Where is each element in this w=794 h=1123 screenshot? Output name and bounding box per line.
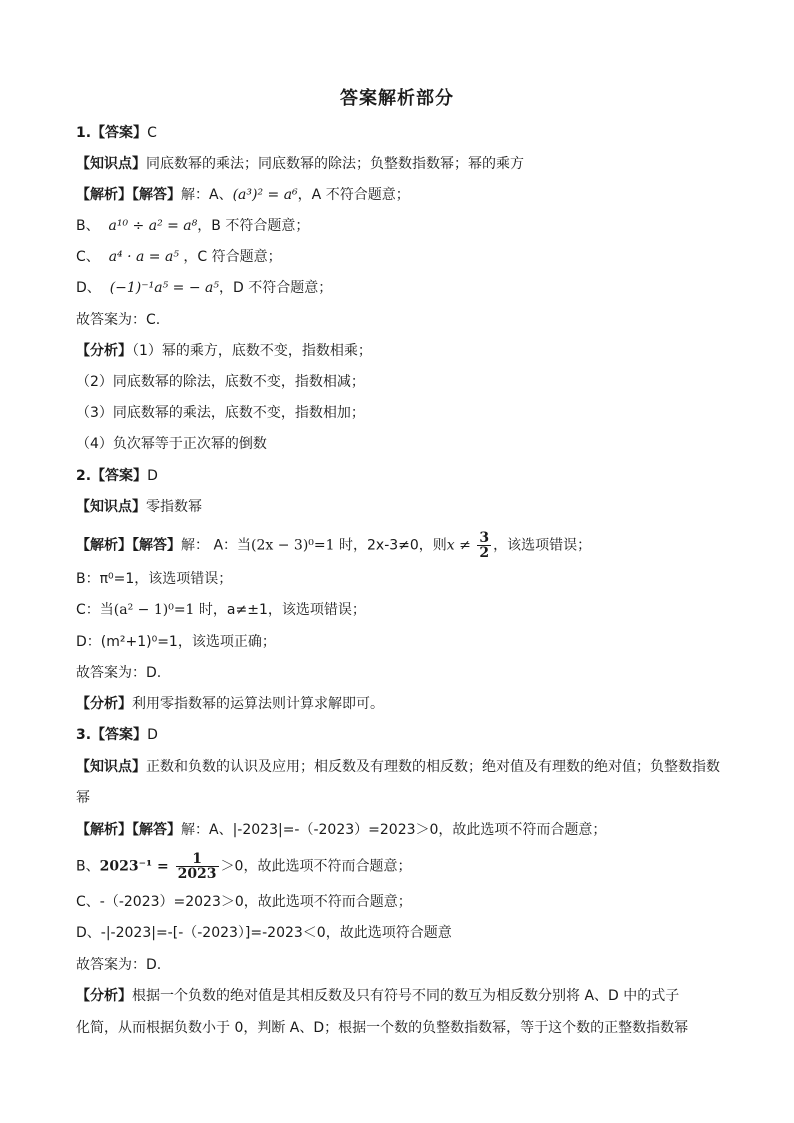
answer-tag: 【答案】: [91, 727, 148, 743]
q2-conclusion: 故答案为：D.: [76, 665, 162, 681]
q1-conclusion: 故答案为：C.: [76, 312, 161, 328]
q2-option-c: [76, 600, 726, 620]
q1-fenxi-2: （2）同底数幂的除法，底数不变，指数相减；: [76, 374, 365, 390]
text: 解：A、|-2023|=-（-2023）=2023＞0，故此选项不符而合题意；: [181, 822, 607, 838]
text: B、: [76, 218, 100, 234]
knowledge-tag: 【知识点】: [76, 759, 146, 775]
text: C：当: [76, 602, 114, 618]
knowledge-tag: 【知识点】: [76, 499, 146, 515]
text: ，C 符合题意；: [183, 249, 282, 265]
q3-number: 3.: [76, 727, 92, 743]
q3-conclusion: 故答案为：D.: [76, 957, 162, 973]
page-title: 答案解析部分: [340, 88, 454, 109]
q1-analysis-a: [76, 185, 726, 205]
text: D、: [76, 280, 101, 296]
text: ，A 不符合题意；: [297, 187, 410, 203]
fenxi-tag: 【分析】: [76, 696, 132, 712]
fraction-numerator: 3: [479, 530, 490, 546]
q3-analysis-a: [76, 820, 726, 840]
q1-option-b: [76, 216, 726, 236]
text: ，D 不符合题意；: [218, 280, 333, 296]
text: ＞0，故此选项不符而合题意；: [220, 858, 412, 875]
q2-analysis-a: [76, 531, 726, 560]
q3-fenxi-2: 化简，从而根据负数小于 0，判断 A、D；根据一个数的负整数指数幂，等于这个数的正整数指数幂: [76, 1020, 689, 1036]
q3-fenxi: [76, 986, 726, 1006]
q1-knowledge-text: 同底数幂的乘法；同底数幂的除法；负整数指数幂；幂的乘方: [146, 156, 524, 172]
q1-fenxi-1: [76, 341, 726, 361]
fenxi-tag: 【分析】: [76, 988, 132, 1004]
formula: a⁴ · a = a⁵: [108, 249, 179, 265]
answer-tag: 【答案】: [91, 468, 148, 484]
q3-answer-line: [76, 725, 726, 745]
text: 根据一个负数的绝对值是其相反数及只有符号不同的数互为相反数分别将 A、D 中的式子: [132, 988, 680, 1004]
formula: x ≠: [446, 537, 476, 554]
analysis-tag: 【解析】【解答】: [76, 187, 181, 203]
q1-option-c: [76, 247, 726, 267]
fenxi-tag: 【分析】: [76, 343, 132, 359]
formula: 2023⁻¹ =: [99, 858, 174, 875]
q1-answer-line: [76, 123, 726, 143]
q1-answer-value: C: [147, 125, 157, 141]
q2-option-b: B：π⁰=1，该选项错误；: [76, 571, 233, 587]
text: ，B 不符合题意；: [197, 218, 310, 234]
text: 利用零指数幂的运算法则计算求解即可。: [132, 696, 384, 712]
fraction: [176, 852, 219, 881]
formula: (a³)² = a⁶: [232, 187, 298, 203]
q3-option-c: C、-（-2023）=2023＞0，故此选项不符而合题意；: [76, 894, 412, 910]
text: 解： A：当: [181, 537, 252, 554]
q3-knowledge-text: 正数和负数的认识及应用；相反数及有理数的相反数；绝对值及有理数的绝对值；负整数指数: [146, 759, 720, 775]
analysis-tag: 【解析】【解答】: [76, 537, 181, 554]
q2-fenxi: [76, 694, 726, 714]
q1-knowledge-line: [76, 154, 726, 174]
q3-knowledge-line-2: 幂: [76, 790, 90, 806]
text: 时，2x-3≠0，则: [334, 537, 447, 554]
answer-tag: 【答案】: [91, 125, 148, 141]
q1-fenxi-4: （4）负次幂等于正次幂的倒数: [76, 436, 267, 452]
fraction-denominator: 2023: [177, 866, 217, 882]
formula: a¹⁰ ÷ a² = a⁸: [108, 218, 198, 234]
q1-fenxi-3: （3）同底数幂的乘法，底数不变，指数相加；: [76, 405, 365, 421]
text: ，该选项错误；: [493, 537, 592, 554]
formula: (−1)⁻¹a⁵ = − a⁵: [109, 280, 219, 296]
q2-knowledge-text: 零指数幂: [146, 499, 202, 515]
fraction-numerator: 1: [176, 852, 219, 867]
fraction-denominator: 2: [479, 545, 490, 561]
q2-answer-line: [76, 466, 726, 486]
text: 时，a≠±1，该选项错误；: [194, 602, 366, 618]
text: C、: [76, 249, 100, 265]
q2-answer-value: D: [147, 468, 158, 484]
q1-number: 1.: [76, 125, 92, 141]
q1-option-d: [76, 278, 726, 298]
text: B、: [76, 858, 100, 875]
q3-knowledge-line: [76, 757, 726, 777]
analysis-tag: 【解析】【解答】: [76, 822, 181, 838]
text: 解：A、: [181, 187, 233, 203]
text: （1）幂的乘方，底数不变，指数相乘；: [132, 343, 372, 359]
q3-option-b: [76, 852, 726, 881]
knowledge-tag: 【知识点】: [76, 156, 146, 172]
q3-option-d: D、-|-2023|=-[-（-2023）]=-2023＜0，故此选项符合题意: [76, 925, 452, 941]
q2-option-d: D：(m²+1)⁰=1，该选项正确；: [76, 634, 276, 650]
q3-answer-value: D: [147, 727, 158, 743]
formula: (2x − 3)⁰=1: [251, 537, 335, 554]
formula: (a² − 1)⁰=1: [113, 602, 195, 618]
q2-knowledge-line: [76, 497, 726, 517]
fraction: [477, 531, 491, 560]
q2-number: 2.: [76, 468, 92, 484]
